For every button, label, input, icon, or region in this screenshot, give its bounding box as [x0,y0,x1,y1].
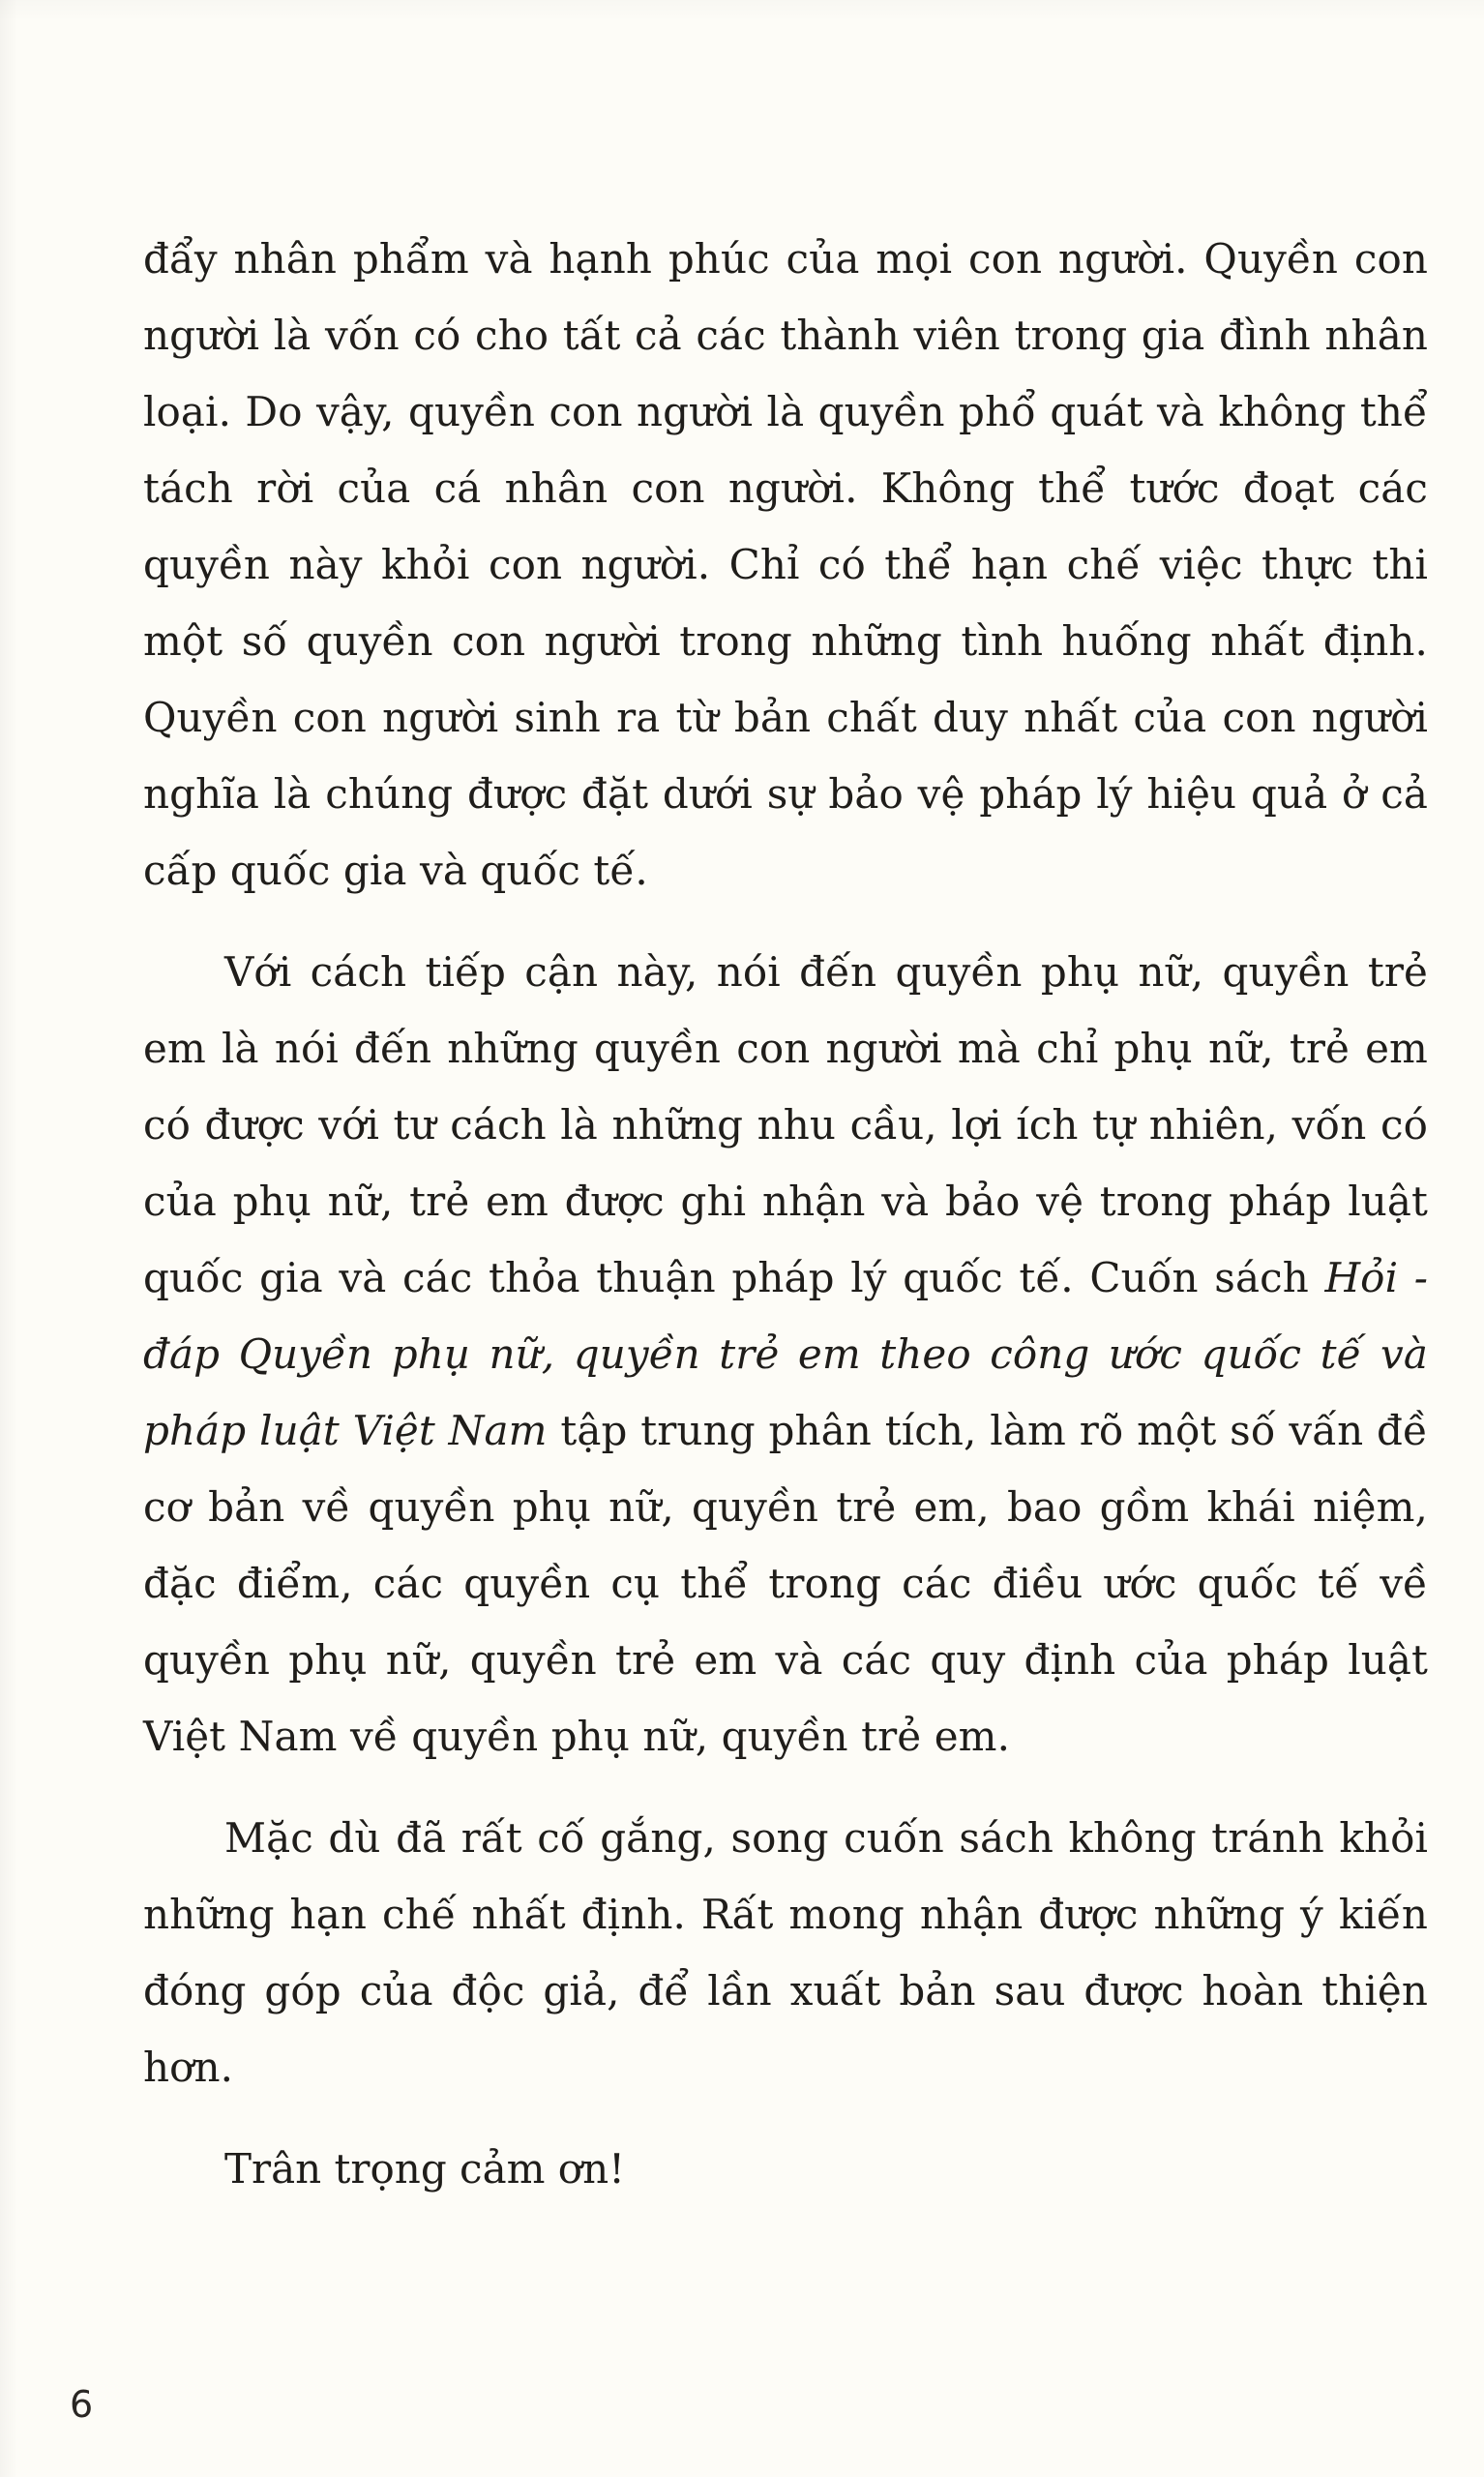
page-number: 6 [70,2383,94,2426]
paragraph-text-before-title: Với cách tiếp cận này, nói đến quyền phụ nữ, quyền trẻ em là nói đến những quyền con người mà chỉ phụ nữ, trẻ em có được với tư cách là những nhu cầu, lợi ích tự nhiên, vốn có của phụ nữ, trẻ em được ghi nhận và bảo vệ trong pháp luật quốc gia và các thỏa thuận pháp lý quốc tế. Cuốn sách [143,948,1428,1301]
paragraph-feedback-request: Mặc dù đã rất cố gắng, song cuốn sách không tránh khỏi những hạn chế nhất định. Rất mong nhận được những ý kiến đóng góp của độc giả, để lần xuất bản sau được hoàn thiện hơn. [143,1814,1428,2091]
book-title: Hỏi - đáp Quyền phụ nữ, quyền trẻ em theo công ước quốc tế và pháp luật Việt Nam [143,1254,1428,1454]
paragraph-human-rights: đẩy nhân phẩm và hạnh phúc của mọi con người. Quyền con người là vốn có cho tất cả các thành viên trong gia đình nhân loại. Do vậy, quyền con người là quyền phổ quát và không thể tách rời của cá nhân con người. Không thể tước đoạt các quyền này khỏi con người. Chỉ có thể hạn chế việc thực thi một số quyền con người trong những tình huống nhất định. Quyền con người sinh ra từ bản chất duy nhất của con người nghĩa là chúng được đặt dưới sự bảo vệ pháp lý hiệu quả ở cả cấp quốc gia và quốc tế. [143,235,1428,894]
paragraph-women-children-rights [143,934,1428,1775]
closing-thanks: Trân trọng cảm ơn! [224,2145,626,2193]
paragraph-text-after-title: tập trung phân tích, làm rõ một số vấn đề cơ bản về quyền phụ nữ, quyền trẻ em, bao gồm khái niệm, đặc điểm, các quyền cụ thể trong các điều ước quốc tế về quyền phụ nữ, quyền trẻ em và các quy định của pháp luật Việt Nam về quyền phụ nữ, quyền trẻ em. [143,1407,1428,1760]
page-content [143,221,1428,2207]
